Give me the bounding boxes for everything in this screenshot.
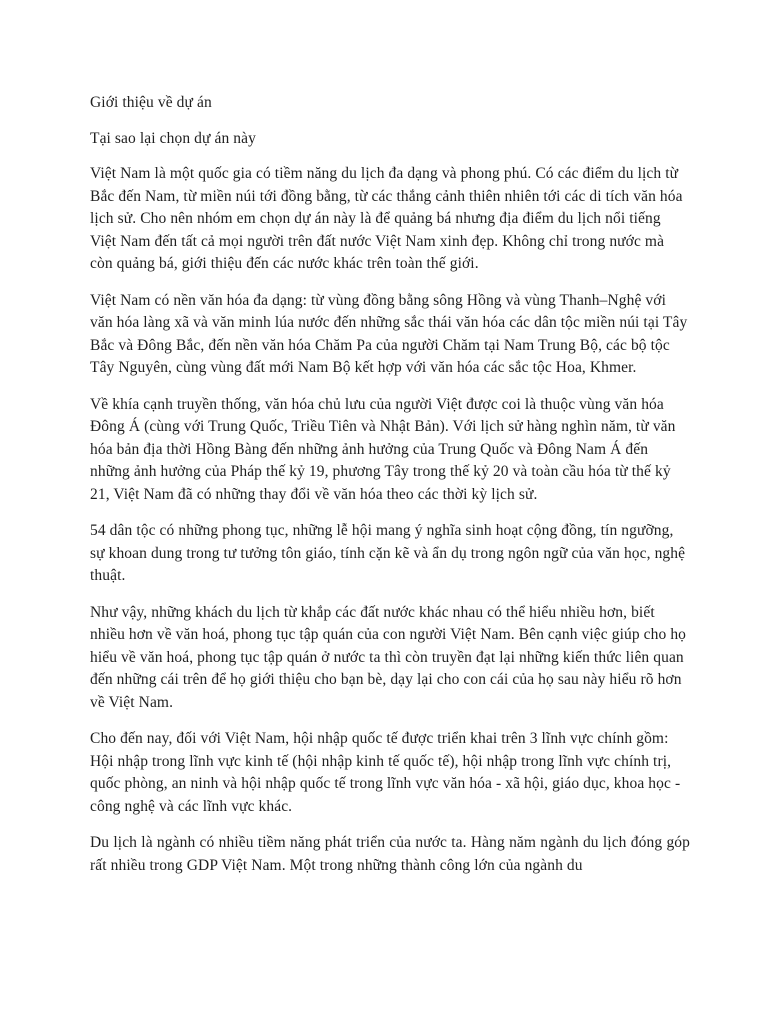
paragraph-traditional-culture: Về khía cạnh truyền thống, văn hóa chủ lưu của người Việt được coi là thuộc vùng văn hóa Đông Á (cùng với Trung Quốc, Triều Tiên và Nhật Bản). Với lịch sử hàng nghìn năm, từ văn hóa bản địa thời Hồng Bàng đến những ảnh hưởng của Trung Quốc và Đông Nam Á đến những ảnh hưởng của Pháp thế kỷ 19, phương Tây trong thế kỷ 20 và toàn cầu hóa từ thế kỷ 21, Việt Nam đã có những thay đổi về văn hóa theo các thời kỳ lịch sử. xyxy=(90,395,676,503)
document-body xyxy=(90,92,690,891)
paragraph-visitor-understanding: Như vậy, những khách du lịch từ khắp các đất nước khác nhau có thể hiểu nhiều hơn, biết nhiều hơn về văn hoá, phong tục tập quán của con người Việt Nam. Bên cạnh việc giúp cho họ hiểu về văn hoá, phong tục tập quán ở nước ta thì còn truyền đạt lại những kiến thức liên quan đến những cái trên để họ giới thiệu cho bạn bè, dạy lại cho con cái của họ sau này hiểu rõ hơn về Việt Nam. xyxy=(90,603,687,711)
document-subtitle: Tại sao lại chọn dự án này xyxy=(90,129,256,147)
paragraph-tourism-gdp: Du lịch là ngành có nhiều tiềm năng phát triển của nước ta. Hàng năm ngành du lịch đóng góp rất nhiều trong GDP Việt Nam. Một trong những thành công lớn của ngành du xyxy=(90,834,690,874)
paragraph-international-integration: Cho đến nay, đối với Việt Nam, hội nhập quốc tế được triển khai trên 3 lĩnh vực chính gồm: Hội nhập trong lĩnh vực kinh tế (hội nhập kinh tế quốc tế), hội nhập trong lĩnh vực chính trị, quốc phòng, an ninh và hội nhập quốc tế trong lĩnh vực văn hóa - xã hội, giáo dục, khoa học - công nghệ và các lĩnh vực khác. xyxy=(90,730,681,815)
paragraph-cultural-diversity: Việt Nam có nền văn hóa đa dạng: từ vùng đồng bằng sông Hồng và vùng Thanh–Nghệ với văn hóa làng xã và văn minh lúa nước đến những sắc thái văn hóa các dân tộc miền núi tại Tây Bắc và Đông Bắc, đến nền văn hóa Chăm Pa của người Chăm tại Nam Trung Bộ, các bộ tộc Tây Nguyên, cùng vùng đất mới Nam Bộ kết hợp với văn hóa các sắc tộc Hoa, Khmer. xyxy=(90,291,688,376)
document-title: Giới thiệu về dự án xyxy=(90,94,212,111)
paragraph-tourism-potential: Việt Nam là một quốc gia có tiềm năng du lịch đa dạng và phong phú. Có các điểm du lịch từ Bắc đến Nam, từ miền núi tới đồng bằng, từ các thắng cảnh thiên nhiên tới các di tích văn hóa lịch sử. Cho nên nhóm em chọn dự án này là để quảng bá nhưng địa điểm du lịch nổi tiếng Việt Nam đến tất cả mọi người trên đất nước Việt Nam xinh đẹp. Không chỉ trong nước mà còn quảng bá, giới thiệu đến các nước khác trên toàn thế giới. xyxy=(90,165,683,272)
paragraph-ethnic-groups: 54 dân tộc có những phong tục, những lễ hội mang ý nghĩa sinh hoạt cộng đồng, tín ngưỡng, sự khoan dung trong tư tưởng tôn giáo, tính cặn kẽ và ẩn dụ trong ngôn ngữ của văn học, nghệ thuật. xyxy=(90,522,686,584)
